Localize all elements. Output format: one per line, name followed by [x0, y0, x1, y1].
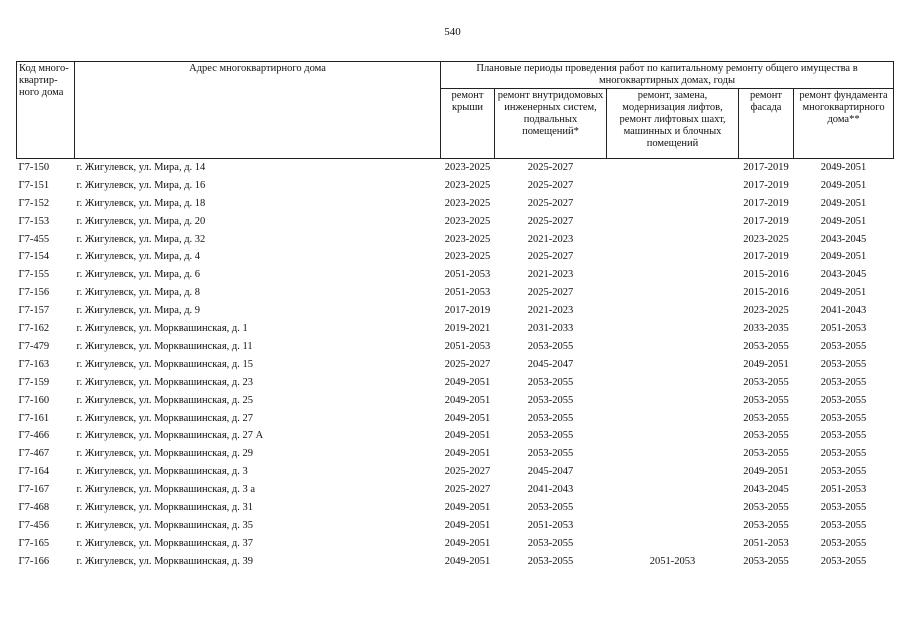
- table-row: [17, 302, 894, 320]
- cell-facade: 2049-2051: [743, 466, 789, 478]
- cell-address: г. Жигулевск, ул. Морквашинская, д. 35: [76, 519, 253, 531]
- cell-address: г. Жигулевск, ул. Морквашинская, д. 3 а: [76, 484, 256, 496]
- cell-address: г. Жигулевск, ул. Морквашинская, д. 11: [76, 340, 253, 352]
- cell-address: г. Жигулевск, ул. Мира, д. 14: [75, 159, 441, 177]
- cell-engineering: 2053-2055: [527, 340, 574, 352]
- cell-address: г. Жигулевск, ул. Мира, д. 20: [76, 215, 206, 227]
- header-address: Адрес многоквартирного дома: [75, 62, 441, 159]
- cell-elevators: [607, 517, 739, 535]
- cell-elevators: [607, 535, 739, 553]
- cell-code: Г7-160: [18, 394, 50, 406]
- cell-elevators: [607, 231, 739, 249]
- cell-code: Г7-164: [18, 466, 50, 478]
- cell-elevators: [607, 356, 739, 374]
- cell-elevators: [607, 177, 739, 195]
- cell-address: г. Жигулевск, ул. Морквашинская, д. 39: [76, 555, 253, 567]
- cell-foundation: 2053-2055: [820, 448, 867, 460]
- table-row: [17, 320, 894, 338]
- cell-address: г. Жигулевск, ул. Морквашинская, д. 37: [76, 537, 253, 549]
- cell-roof: 2023-2025: [444, 197, 491, 209]
- cell-roof: 2025-2027: [444, 358, 491, 370]
- cell-facade: 2017-2019: [739, 159, 794, 177]
- cell-roof: 2049-2051: [444, 555, 491, 567]
- cell-address: г. Жигулевск, ул. Мира, д. 18: [76, 197, 206, 209]
- cell-roof: 2051-2053: [444, 269, 491, 281]
- cell-code: Г7-155: [18, 269, 50, 281]
- cell-foundation: 2053-2055: [820, 537, 867, 549]
- cell-engineering: 2025-2027: [527, 215, 574, 227]
- cell-code: Г7-159: [18, 376, 50, 388]
- cell-elevators: [607, 445, 739, 463]
- cell-elevators: [607, 410, 739, 428]
- table-row: [17, 249, 894, 267]
- cell-code: Г7-150: [17, 159, 75, 177]
- table-header: [17, 62, 894, 159]
- cell-engineering: 2021-2023: [527, 233, 574, 245]
- header-code: Код много-квартир-ного дома: [17, 62, 75, 159]
- cell-code: Г7-165: [18, 537, 50, 549]
- cell-code: Г7-157: [18, 305, 50, 317]
- cell-foundation: 2049-2051: [794, 159, 894, 177]
- cell-engineering: 2021-2023: [527, 269, 574, 281]
- repair-plan-table: [16, 61, 894, 571]
- cell-engineering: 2053-2055: [527, 394, 574, 406]
- cell-elevators: [607, 249, 739, 267]
- table-row: [17, 213, 894, 231]
- cell-facade: 2053-2055: [743, 394, 789, 406]
- cell-foundation: 2053-2055: [820, 430, 867, 442]
- cell-roof: 2023-2025: [444, 233, 491, 245]
- cell-foundation: 2051-2053: [820, 323, 867, 335]
- cell-elevators: [607, 481, 739, 499]
- cell-code: Г7-455: [18, 233, 50, 245]
- cell-facade: 2017-2019: [743, 197, 789, 209]
- table-row: [17, 338, 894, 356]
- cell-foundation: 2051-2053: [820, 484, 867, 496]
- table-row: [17, 195, 894, 213]
- cell-code: Г7-166: [18, 555, 50, 567]
- header-foundation: ремонт фундамента многоквартирного дома**: [794, 89, 894, 159]
- cell-roof: 2049-2051: [444, 376, 491, 388]
- table-row: [17, 410, 894, 428]
- cell-engineering: 2025-2027: [527, 287, 574, 299]
- cell-code: Г7-466: [18, 430, 50, 442]
- cell-engineering: 2025-2027: [527, 197, 574, 209]
- cell-foundation: 2053-2055: [820, 394, 867, 406]
- cell-roof: 2025-2027: [444, 484, 491, 496]
- cell-facade: 2015-2016: [743, 269, 789, 281]
- table-row: [17, 535, 894, 553]
- cell-foundation: 2041-2043: [820, 305, 867, 317]
- cell-roof: 2017-2019: [444, 305, 491, 317]
- cell-facade: 2015-2016: [743, 287, 789, 299]
- cell-address: г. Жигулевск, ул. Морквашинская, д. 23: [76, 376, 253, 388]
- cell-facade: 2053-2055: [743, 412, 789, 424]
- table-row: [17, 427, 894, 445]
- cell-elevators: [607, 195, 739, 213]
- cell-roof: 2019-2021: [444, 323, 491, 335]
- cell-address: г. Жигулевск, ул. Мира, д. 32: [76, 233, 206, 245]
- cell-facade: 2043-2045: [743, 484, 789, 496]
- cell-elevators: [607, 427, 739, 445]
- cell-elevators: [607, 213, 739, 231]
- cell-facade: 2053-2055: [743, 340, 789, 352]
- cell-engineering: 2051-2053: [527, 519, 574, 531]
- cell-roof: 2023-2025: [444, 251, 491, 263]
- cell-facade: 2053-2055: [743, 555, 789, 567]
- cell-foundation: 2053-2055: [820, 358, 867, 370]
- cell-engineering: 2053-2055: [527, 448, 574, 460]
- cell-roof: 2049-2051: [444, 430, 491, 442]
- cell-code: Г7-151: [18, 179, 50, 191]
- cell-facade: 2033-2035: [743, 323, 789, 335]
- table-row: [17, 356, 894, 374]
- cell-elevators: [607, 159, 739, 177]
- cell-foundation: 2053-2055: [820, 376, 867, 388]
- cell-address: г. Жигулевск, ул. Морквашинская, д. 25: [76, 394, 253, 406]
- cell-address: г. Жигулевск, ул. Мира, д. 6: [76, 269, 201, 281]
- table-row: [17, 159, 894, 177]
- cell-roof: 2049-2051: [444, 537, 491, 549]
- cell-roof: 2049-2051: [444, 412, 491, 424]
- cell-elevators: [607, 284, 739, 302]
- cell-foundation: 2049-2051: [820, 197, 867, 209]
- cell-facade: 2053-2055: [743, 519, 789, 531]
- cell-engineering: 2053-2055: [527, 412, 574, 424]
- cell-engineering: 2053-2055: [527, 537, 574, 549]
- header-roof: ремонт крыши: [441, 89, 495, 159]
- cell-code: Г7-456: [18, 519, 50, 531]
- cell-code: Г7-479: [18, 340, 50, 352]
- cell-code: Г7-468: [18, 501, 50, 513]
- cell-foundation: 2049-2051: [820, 215, 867, 227]
- cell-engineering: 2025-2027: [495, 159, 607, 177]
- cell-engineering: 2025-2027: [527, 179, 574, 191]
- cell-address: г. Жигулевск, ул. Мира, д. 4: [76, 251, 201, 263]
- cell-foundation: 2053-2055: [820, 412, 867, 424]
- cell-address: г. Жигулевск, ул. Мира, д. 16: [76, 179, 206, 191]
- cell-engineering: 2053-2055: [527, 376, 574, 388]
- cell-foundation: 2043-2045: [820, 233, 867, 245]
- cell-elevators: [607, 499, 739, 517]
- cell-engineering: 2021-2023: [527, 305, 574, 317]
- table-row: [17, 481, 894, 499]
- cell-roof: 2051-2053: [444, 340, 491, 352]
- cell-address: г. Жигулевск, ул. Морквашинская, д. 29: [76, 448, 253, 460]
- cell-elevators: [607, 266, 739, 284]
- cell-foundation: 2043-2045: [820, 269, 867, 281]
- table-row: [17, 374, 894, 392]
- cell-roof: 2049-2051: [444, 519, 491, 531]
- table-row: [17, 445, 894, 463]
- table-row: [17, 499, 894, 517]
- cell-elevators: 2051-2053: [649, 555, 696, 567]
- cell-elevators: [607, 320, 739, 338]
- cell-facade: 2017-2019: [743, 179, 789, 191]
- cell-address: г. Жигулевск, ул. Морквашинская, д. 1: [76, 323, 248, 335]
- cell-facade: 2017-2019: [743, 215, 789, 227]
- cell-code: Г7-152: [18, 197, 50, 209]
- header-facade: ремонт фасада: [739, 89, 794, 159]
- cell-code: Г7-167: [18, 484, 50, 496]
- cell-foundation: 2053-2055: [820, 555, 867, 567]
- page-number: 540: [444, 26, 461, 38]
- cell-roof: 2051-2053: [444, 287, 491, 299]
- cell-facade: 2053-2055: [743, 448, 789, 460]
- cell-foundation: 2053-2055: [820, 466, 867, 478]
- cell-address: г. Жигулевск, ул. Морквашинская, д. 27: [76, 412, 253, 424]
- cell-address: г. Жигулевск, ул. Морквашинская, д. 3: [76, 466, 248, 478]
- cell-facade: 2053-2055: [743, 430, 789, 442]
- table-row: [17, 284, 894, 302]
- cell-facade: 2049-2051: [743, 358, 789, 370]
- table-row: [17, 177, 894, 195]
- cell-code: Г7-154: [18, 251, 50, 263]
- cell-facade: 2023-2025: [743, 305, 789, 317]
- cell-address: г. Жигулевск, ул. Мира, д. 8: [76, 287, 201, 299]
- cell-engineering: 2053-2055: [527, 501, 574, 513]
- table-row: [17, 517, 894, 535]
- table-row: [17, 392, 894, 410]
- header-engineering: ремонт внутридомовых инженерных систем, подвальных помещений*: [495, 89, 607, 159]
- cell-roof: 2023-2025: [444, 215, 491, 227]
- cell-elevators: [607, 374, 739, 392]
- cell-roof: 2025-2027: [444, 466, 491, 478]
- table-row: [17, 553, 894, 571]
- cell-code: Г7-153: [18, 215, 50, 227]
- header-elevators: ремонт, замена, модернизация лифтов, ремонт лифтовых шахт, машинных и блочных помещений: [607, 89, 739, 159]
- header-periods: Плановые периоды проведения работ по капитальному ремонту общего имущества в многоквартирных домах, годы: [441, 62, 894, 89]
- cell-foundation: 2049-2051: [820, 287, 867, 299]
- cell-engineering: 2041-2043: [527, 484, 574, 496]
- cell-code: Г7-161: [18, 412, 50, 424]
- cell-elevators: [607, 463, 739, 481]
- table-row: [17, 231, 894, 249]
- cell-engineering: 2025-2027: [527, 251, 574, 263]
- table-row: [17, 463, 894, 481]
- cell-code: Г7-163: [18, 358, 50, 370]
- cell-facade: 2017-2019: [743, 251, 789, 263]
- cell-engineering: 2045-2047: [527, 466, 574, 478]
- cell-elevators: [607, 302, 739, 320]
- cell-foundation: 2049-2051: [820, 179, 867, 191]
- cell-foundation: 2053-2055: [820, 501, 867, 513]
- cell-facade: 2053-2055: [743, 501, 789, 513]
- table-body: [17, 159, 894, 571]
- cell-roof: 2023-2025: [441, 159, 495, 177]
- cell-foundation: 2053-2055: [820, 519, 867, 531]
- cell-foundation: 2049-2051: [820, 251, 867, 263]
- table-row: [17, 266, 894, 284]
- cell-roof: 2049-2051: [444, 448, 491, 460]
- cell-address: г. Жигулевск, ул. Морквашинская, д. 31: [76, 501, 253, 513]
- cell-elevators: [607, 392, 739, 410]
- cell-code: Г7-467: [18, 448, 50, 460]
- cell-address: г. Жигулевск, ул. Морквашинская, д. 27 А: [76, 430, 264, 442]
- cell-roof: 2023-2025: [444, 179, 491, 191]
- cell-code: Г7-162: [18, 323, 50, 335]
- cell-facade: 2023-2025: [743, 233, 789, 245]
- cell-foundation: 2053-2055: [820, 340, 867, 352]
- cell-engineering: 2053-2055: [527, 430, 574, 442]
- cell-roof: 2049-2051: [444, 501, 491, 513]
- cell-engineering: 2031-2033: [527, 323, 574, 335]
- cell-facade: 2053-2055: [743, 376, 789, 388]
- cell-engineering: 2045-2047: [527, 358, 574, 370]
- cell-address: г. Жигулевск, ул. Мира, д. 9: [76, 305, 201, 317]
- cell-roof: 2049-2051: [444, 394, 491, 406]
- cell-facade: 2051-2053: [743, 537, 789, 549]
- cell-elevators: [607, 338, 739, 356]
- cell-address: г. Жигулевск, ул. Морквашинская, д. 15: [76, 358, 253, 370]
- cell-engineering: 2053-2055: [527, 555, 574, 567]
- cell-code: Г7-156: [18, 287, 50, 299]
